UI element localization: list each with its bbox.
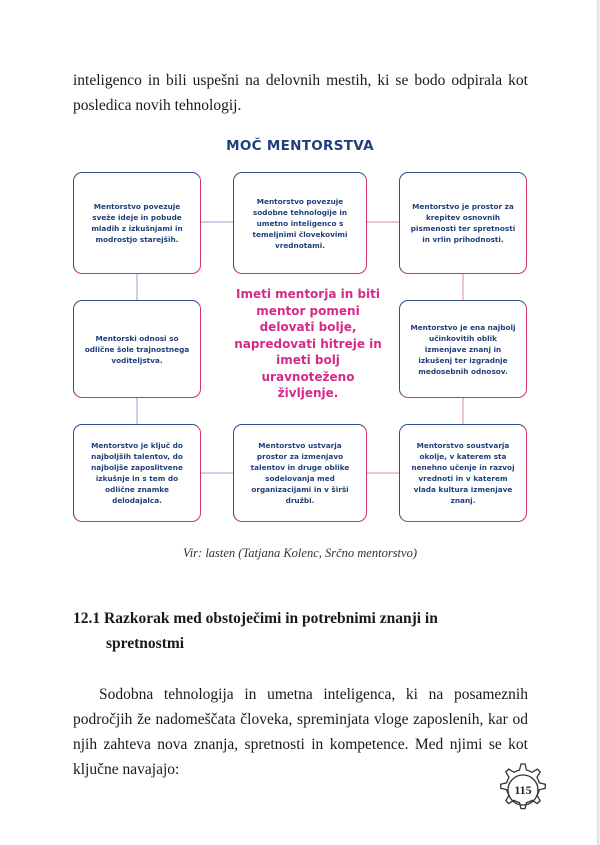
box-middle-right: Mentorstvo je ena najbolj učinkovitih oblik izmenjave znanj in izkušenj ter izgradnje medosebnih odnosov. — [399, 300, 527, 398]
box-top-left: Mentorstvo povezuje sveže ideje in pobude mladih z izkušnjami in modrostjo starejših. — [73, 172, 201, 274]
body-paragraph: Sodobna tehnologija in umetna inteligenca, ki na posameznih področjih že nadomeščata človeka, spreminjata vloge zaposlenih, kar od njih zahteva nova znanja, spretnosti in kompetence. Med njimi se kot ključne navajajo: — [73, 686, 528, 778]
page-number: 115 — [514, 782, 532, 797]
box-top-right: Mentorstvo je prostor za krepitev osnovnih pismenosti ter spretnosti in vrlin prihodnosti. — [399, 172, 527, 274]
section-number: 12.1 — [73, 610, 101, 627]
figure-source-caption: Vir: lasten (Tatjana Kolenc, Srčno mentorstvo) — [182, 546, 417, 560]
mentorship-diagram — [67, 130, 533, 530]
diagram-center-statement: Imeti mentorja in biti mentor pomeni delovati bolje, napredovati hitreje in imeti bolj uravnoteženo življenje. — [234, 287, 382, 400]
box-middle-left: Mentorski odnosi so odlične šole trajnostnega voditeljstva. — [73, 300, 201, 398]
page-number-badge — [493, 760, 553, 820]
intro-paragraph: inteligenco in bili uspešni na delovnih mestih, ki se bodo odpirala kot posledica novih tehnologij. — [73, 72, 528, 114]
section-heading — [73, 606, 528, 656]
diagram-title: MOČ MENTORSTVA — [226, 138, 374, 154]
box-bottom-right: Mentorstvo soustvarja okolje, v katerem sta nenehno učenje in razvoj vrednoti in v katerem vlada kultura izmenjave znanj. — [399, 424, 527, 522]
box-top-center: Mentorstvo povezuje sodobne tehnologije in umetno inteligenco s temeljnimi človekovimi vrednotami. — [233, 172, 367, 274]
box-bottom-center: Mentorstvo ustvarja prostor za izmenjavo talentov in druge oblike sodelovanja med organizacijami in v širši družbi. — [233, 424, 367, 522]
section-title-line2: spretnostmi — [106, 635, 185, 652]
section-title-line1: Razkorak med obstoječimi in potrebnimi znanji in — [104, 610, 438, 627]
box-bottom-left: Mentorstvo je ključ do najboljših talentov, do najboljše zaposlitvene izkušnje in s tem do odlične znamke delodajalca. — [73, 424, 201, 522]
